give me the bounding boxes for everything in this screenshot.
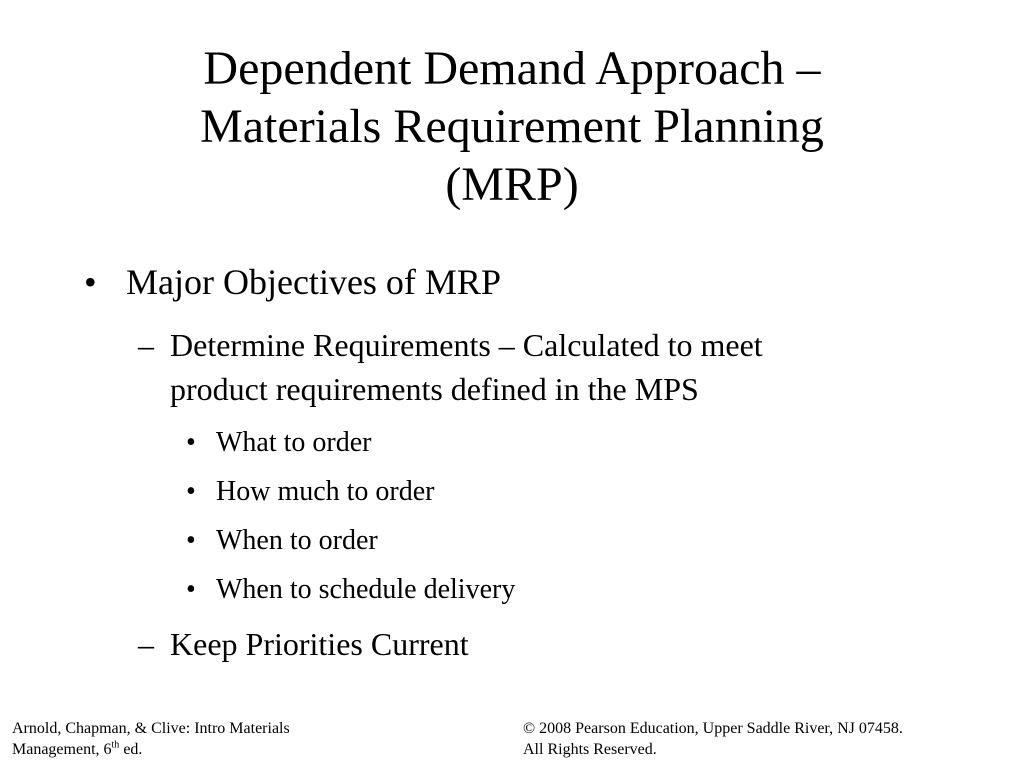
list-item-text: When to order xyxy=(216,525,378,556)
sub-bullet-text xyxy=(170,323,763,411)
sub-bullet-line-1: Determine Requirements – Calculated to meet xyxy=(170,327,763,363)
list-item-dot: • xyxy=(186,525,196,556)
title-line-3: (MRP) xyxy=(445,158,579,211)
footer-citation-line-2 xyxy=(12,739,290,760)
sub-bullet-line-2: product requirements defined in the MPS xyxy=(170,371,699,407)
list-item-dot: • xyxy=(186,574,196,605)
footer-citation-edition: ed. xyxy=(119,741,143,758)
list-item-text: When to schedule delivery xyxy=(216,574,516,605)
footer-copyright-line-1: © 2008 Pearson Education, Upper Saddle River, NJ 07458. xyxy=(523,720,903,737)
footer-copyright xyxy=(523,718,903,760)
footer-copyright-line-2: All Rights Reserved. xyxy=(523,741,657,758)
footer-citation-text: Management, 6 xyxy=(12,741,112,758)
main-bullet-text: Major Objectives of MRP xyxy=(126,262,501,302)
footer-citation-line-1: Arnold, Chapman, & Clive: Intro Materials xyxy=(12,720,290,737)
slide-title xyxy=(0,40,1024,214)
list-item-text: What to order xyxy=(216,427,372,458)
title-line-1: Dependent Demand Approach – xyxy=(203,42,821,95)
sub-bullet-dash: – xyxy=(138,626,154,662)
footer-superscript: th xyxy=(111,739,120,751)
sub-bullet-text: Keep Priorities Current xyxy=(170,626,469,662)
title-line-2: Materials Requirement Planning xyxy=(200,100,824,153)
footer-citation xyxy=(12,718,290,760)
list-item-dot: • xyxy=(186,476,196,507)
sub-bullet-dash: – xyxy=(138,327,154,363)
list-item-text: How much to order xyxy=(216,476,435,507)
list-item-dot: • xyxy=(186,427,196,458)
bullet-dot: • xyxy=(84,262,97,302)
